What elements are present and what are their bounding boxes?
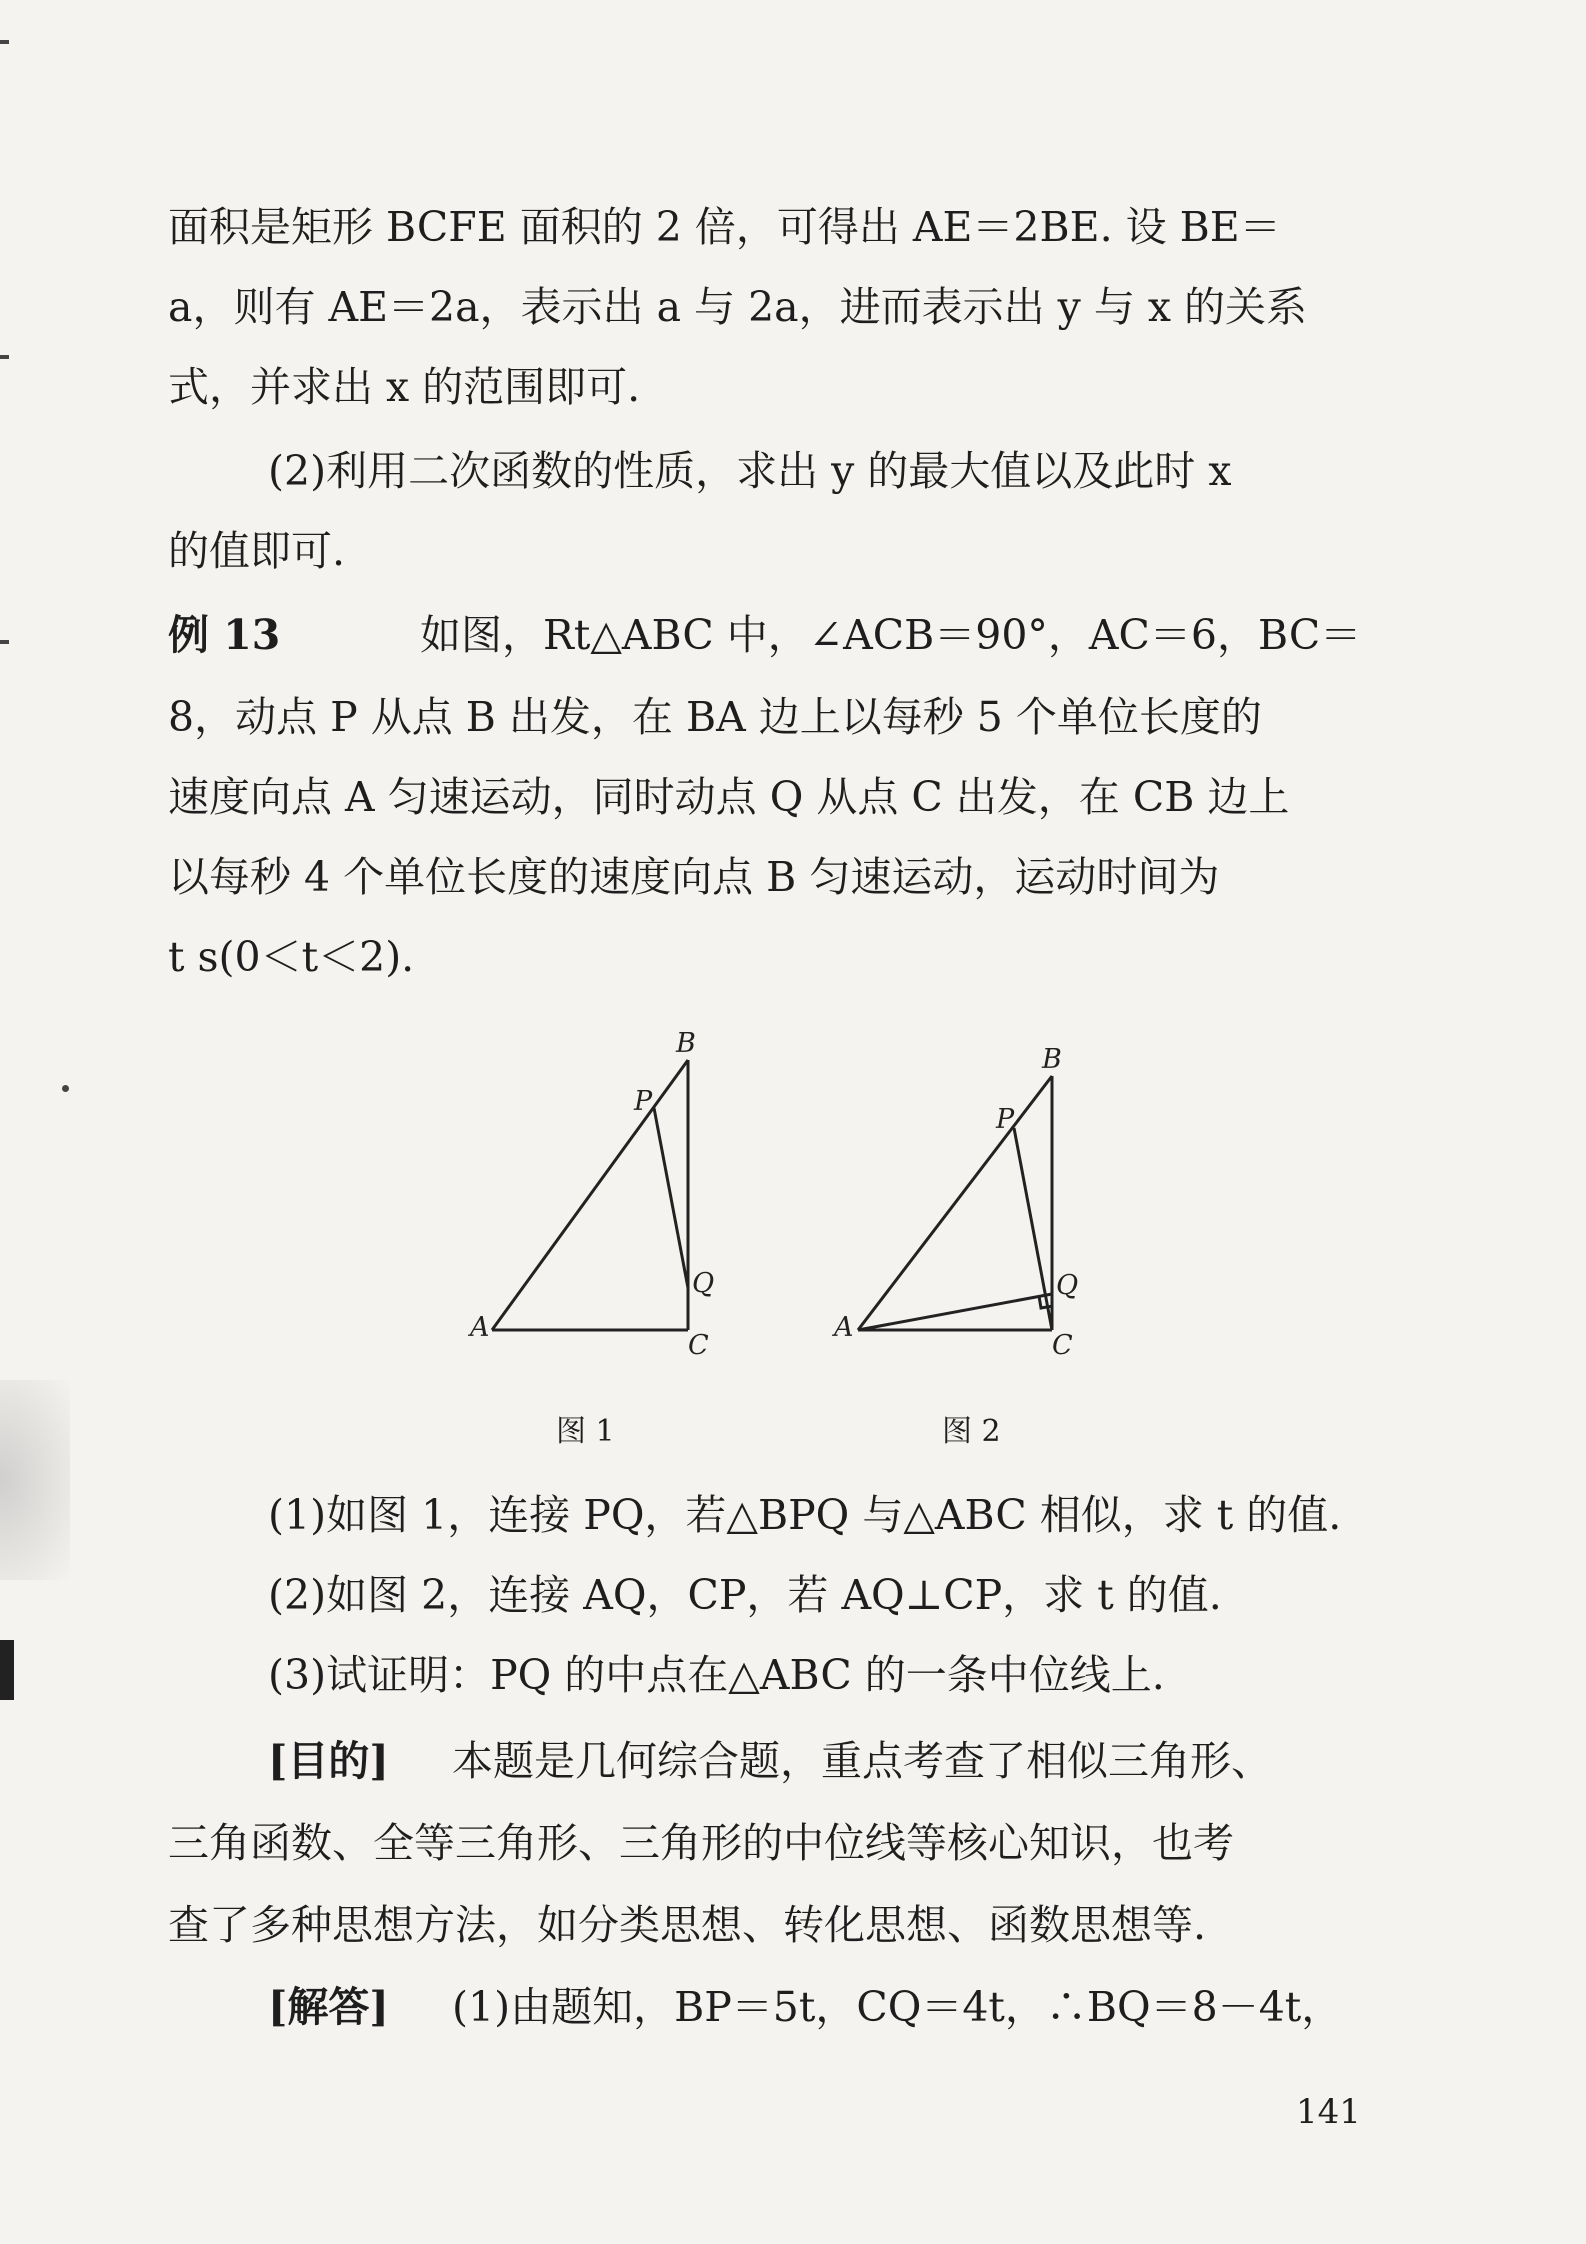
text-line-9: 以每秒 4 个单位长度的速度向点 B 匀速运动，运动时间为 bbox=[168, 853, 1220, 901]
text-line-14: 本题是几何综合题，重点考查了相似三角形、 bbox=[452, 1737, 1272, 1785]
fig2-label-p: P bbox=[996, 1104, 1015, 1135]
fig2-segment-aq bbox=[858, 1294, 1052, 1330]
figure-2-caption: 图 2 bbox=[942, 1414, 1001, 1449]
question-3: (3)试证明：PQ 的中点在△ABC 的一条中位线上. bbox=[268, 1651, 1165, 1699]
text-line-16: 查了多种思想方法，如分类思想、转化思想、函数思想等. bbox=[168, 1901, 1207, 1949]
text-line-4: (2)利用二次函数的性质，求出 y 的最大值以及此时 x bbox=[268, 447, 1232, 495]
figure-1-caption: 图 1 bbox=[556, 1414, 615, 1449]
text-line-2: a，则有 AE＝2a，表示出 a 与 2a，进而表示出 y 与 x 的关系 bbox=[168, 283, 1308, 331]
question-1: (1)如图 1，连接 PQ，若△BPQ 与△ABC 相似，求 t 的值. bbox=[268, 1491, 1342, 1539]
text-line-7: 8，动点 P 从点 B 出发，在 BA 边上以每秒 5 个单位长度的 bbox=[168, 693, 1262, 741]
edge-mark bbox=[0, 355, 9, 359]
fig2-side-ab bbox=[858, 1076, 1052, 1330]
text-line-17: (1)由题知，BP＝5t，CQ＝4t，∴BQ＝8－4t， bbox=[452, 1983, 1343, 2031]
fig1-label-a: A bbox=[470, 1312, 490, 1343]
fig2-label-a: A bbox=[834, 1312, 854, 1343]
edge-dot bbox=[62, 1085, 69, 1092]
question-2: (2)如图 2，连接 AQ，CP，若 AQ⊥CP，求 t 的值. bbox=[268, 1571, 1222, 1619]
fig1-label-p: P bbox=[634, 1086, 653, 1117]
text-line-6: 如图，Rt△ABC 中，∠ACB＝90°，AC＝6，BC＝ bbox=[420, 611, 1362, 659]
scan-smudge bbox=[0, 1380, 70, 1580]
text-line-1: 面积是矩形 BCFE 面积的 2 倍，可得出 AE＝2BE. 设 BE＝ bbox=[168, 203, 1281, 251]
edge-mark bbox=[0, 40, 9, 44]
text-line-3: 式，并求出 x 的范围即可. bbox=[168, 363, 641, 411]
text-line-10: t s(0＜t＜2). bbox=[168, 933, 415, 981]
figure-2 bbox=[858, 1076, 1053, 1330]
fig1-segment-pq bbox=[654, 1108, 688, 1288]
fig1-label-c: C bbox=[688, 1330, 709, 1360]
figures-area bbox=[460, 1030, 1120, 1364]
fig2-label-b: B bbox=[1042, 1044, 1062, 1075]
edge-mark bbox=[0, 640, 9, 644]
triangle-figures bbox=[460, 1030, 1120, 1360]
fig2-label-c: C bbox=[1052, 1330, 1073, 1360]
purpose-label: [目的] bbox=[268, 1737, 389, 1785]
answer-label: [解答] bbox=[268, 1983, 389, 2031]
figure-1 bbox=[492, 1060, 688, 1330]
page-number: 141 bbox=[1296, 2092, 1361, 2132]
text-line-8: 速度向点 A 匀速运动，同时动点 Q 从点 C 出发，在 CB 边上 bbox=[168, 773, 1290, 821]
fig1-label-q: Q bbox=[692, 1268, 715, 1299]
fig1-label-b: B bbox=[676, 1030, 696, 1059]
text-line-15: 三角函数、全等三角形、三角形的中位线等核心知识，也考 bbox=[168, 1819, 1234, 1867]
example-label: 例 13 bbox=[168, 611, 281, 659]
text-line-5: 的值即可. bbox=[168, 527, 346, 575]
fig2-label-q: Q bbox=[1056, 1270, 1079, 1301]
edge-mark bbox=[0, 1640, 14, 1700]
fig1-side-ab bbox=[492, 1060, 688, 1330]
